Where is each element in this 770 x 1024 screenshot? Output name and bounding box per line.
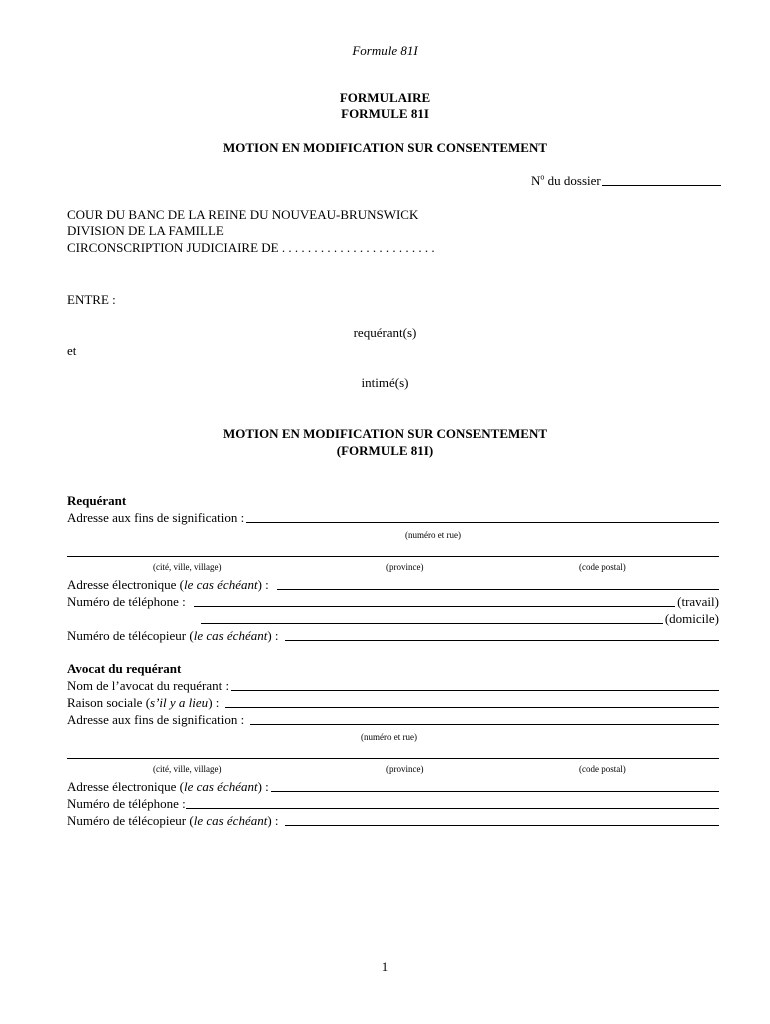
applicant-phone-home-label: (domicile) [664,611,719,626]
respondent-party-label: intimé(s) [361,375,409,390]
applicant-fax-row [67,628,719,644]
lawyer-phone-field[interactable] [186,808,719,809]
lawyer-city-hint: (cité, ville, village) [153,764,222,774]
lawyer-firm-row [67,695,719,711]
applicant-street-hint: (numéro et rue) [405,530,461,540]
applicant-city-hint: (cité, ville, village) [153,562,222,572]
lawyer-email-row [67,779,719,795]
lawyer-name-label: Nom de l’avocat du requérant : [67,678,230,693]
file-number-field[interactable] [602,185,721,186]
page-number: 1 [381,959,389,974]
applicant-heading: Requérant [67,493,127,508]
applicant-phone-home-row [201,611,719,627]
applicant-fax-field[interactable] [285,640,719,641]
lawyer-firm-label: Raison sociale (s’il y a lieu) : [67,695,220,710]
applicant-phone-work-label: (travail) [677,594,719,609]
between-label: ENTRE : [67,292,116,307]
lawyer-province-hint: (province) [386,764,424,774]
judicial-district: CIRCONSCRIPTION JUDICIAIRE DE . . . . . . . . . . . . . . . . . . . . . . . . [67,240,435,255]
lawyer-postal-hint: (code postal) [579,764,626,774]
court-name: COUR DU BANC DE LA REINE DU NOUVEAU-BRUNSWICK [67,207,419,222]
applicant-party-label: requérant(s) [353,325,417,340]
applicant-phone-label: Numéro de téléphone : [67,594,186,609]
lawyer-fax-row [67,813,719,829]
form-reference: Formule 81I [352,43,418,58]
lawyer-service-address-row [67,712,719,728]
file-number-label: $N^o$ du dossier [531,172,601,188]
court-division: DIVISION DE LA FAMILLE [67,223,224,238]
lawyer-email-label: Adresse électronique (le cas échéant) : [67,779,269,794]
form-title-formulaire: FORMULAIRE [339,90,431,105]
applicant-phone-work-field[interactable] [194,606,675,607]
applicant-email-label: Adresse électronique (le cas échéant) : [67,577,269,592]
lawyer-service-address-label: Adresse aux fins de signification : [67,712,245,727]
file-number-row [531,173,721,189]
applicant-postal-hint: (code postal) [579,562,626,572]
applicant-phone-home-field[interactable] [201,623,663,624]
form-title-motion: MOTION EN MODIFICATION SUR CONSENTEMENT [222,140,548,155]
lawyer-phone-row [67,796,719,812]
lawyer-email-field[interactable] [271,791,719,792]
lawyer-name-row [67,678,719,694]
lawyer-fax-field[interactable] [285,825,719,826]
form-title-number: FORMULE 81I [341,106,429,121]
lawyer-phone-label: Numéro de téléphone : [67,796,186,811]
applicant-street-field[interactable] [246,522,719,523]
applicant-email-field[interactable] [277,589,719,590]
applicant-city-field[interactable] [67,556,719,557]
lawyer-street-field[interactable] [250,724,719,725]
applicant-email-row [67,577,719,593]
and-label: et [67,343,77,358]
lawyer-fax-label: Numéro de télécopieur (le cas échéant) : [67,813,279,828]
applicant-service-address-label: Adresse aux fins de signification : [67,510,245,525]
applicant-province-hint: (province) [386,562,424,572]
lawyer-name-field[interactable] [231,690,719,691]
lawyer-city-field[interactable] [67,758,719,759]
lawyer-street-hint: (numéro et rue) [361,732,417,742]
lawyer-firm-field[interactable] [225,707,719,708]
applicant-phone-work-row [67,594,719,610]
lawyer-heading: Avocat du requérant [67,661,182,676]
applicant-service-address-row [67,510,719,526]
applicant-fax-label: Numéro de télécopieur (le cas échéant) : [67,628,279,643]
motion-title: MOTION EN MODIFICATION SUR CONSENTEMENT [222,426,548,441]
motion-subtitle: (FORMULE 81I) [336,443,434,458]
